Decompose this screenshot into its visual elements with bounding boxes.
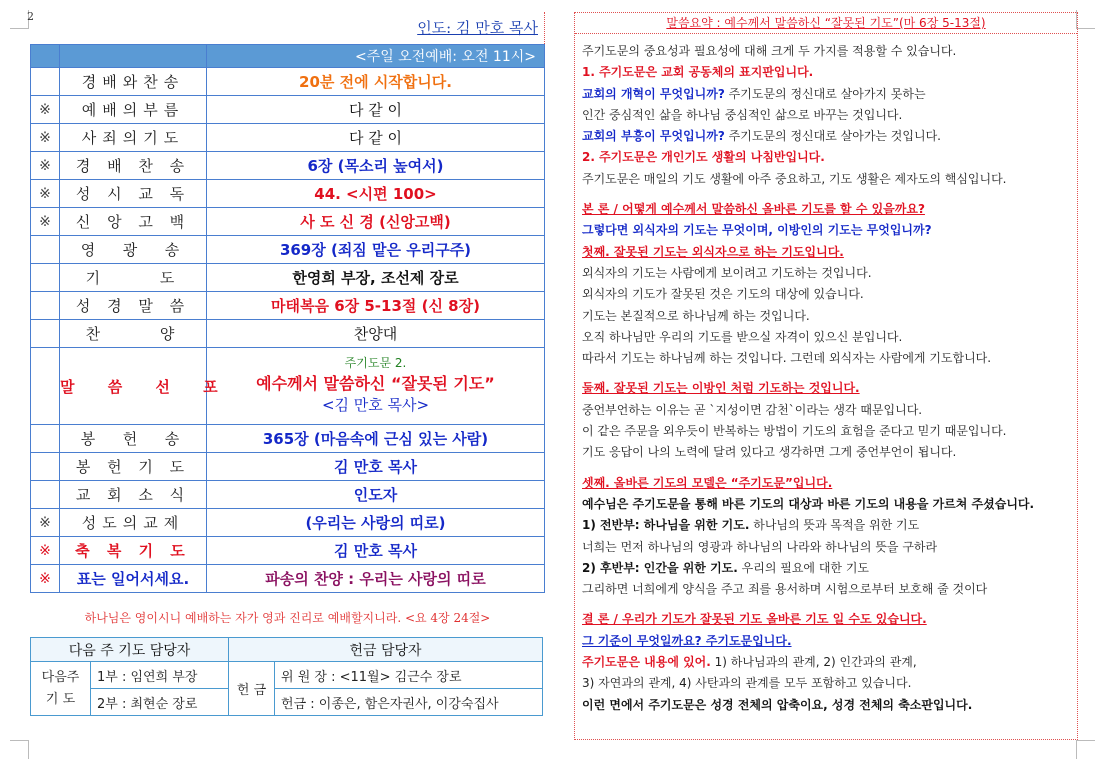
order-item-label: 예배의부름 [60, 96, 207, 124]
stand-mark: ※ [31, 124, 60, 152]
summary-heading: 2. 주기도문은 개인기도 생활의 나침반입니다. [582, 150, 825, 165]
stand-mark: ※ [31, 565, 60, 593]
summary-line [582, 306, 1076, 327]
order-item-label: 경 배 찬 송 [60, 152, 207, 180]
order-row [31, 236, 545, 264]
order-item-label: 성 경 말 씀 [60, 292, 207, 320]
order-item-content: 365장 (마음속에 근심 있는 사람) [207, 425, 545, 453]
summary-section-heading: 첫째. 잘못된 기도는 외식자으로 하는 기도입니다. [582, 244, 844, 259]
order-row [31, 320, 545, 348]
stand-mark: ※ [31, 509, 60, 537]
leader-name: 인도: 김 만호 목사 [417, 19, 538, 37]
offering-label: 헌 금 [229, 662, 275, 716]
stand-mark: ※ [31, 180, 60, 208]
next-week-prayer-label [31, 662, 91, 716]
order-item-content: 김 만호 목사 [207, 537, 545, 565]
order-item-content: 마태복음 6장 5-13절 (신 8장) [207, 292, 545, 320]
summary-line [582, 327, 1076, 348]
summary-question: 그 기준이 무엇일까요? 주기도문입니다. [582, 633, 792, 648]
summary-line [582, 220, 1076, 241]
summary-text: 기도 응답이 나의 노력에 달려 있다고 생각하면 그게 중언부언이 됩니다. [582, 445, 957, 460]
summary-line [582, 442, 1076, 463]
summary-text: 따라서 기도는 하나님께 하는 것입니다. 그런데 외식자는 사람에게 기도합니다. [582, 351, 992, 366]
summary-line [582, 105, 1076, 126]
order-item-label: 표는 일어서세요. [60, 565, 207, 593]
order-row [31, 264, 545, 292]
stand-mark: ※ [31, 208, 60, 236]
offering-duty-header: 헌금 담당자 [229, 638, 543, 662]
summary-line [582, 537, 1076, 558]
order-item-content: 다 같 이 [207, 124, 545, 152]
order-item-content: (우리는 사랑의 띠로) [207, 509, 545, 537]
summary-line [582, 673, 1076, 694]
stand-mark [31, 264, 60, 292]
summary-section-heading: 본 론 / 어떻게 예수께서 말씀하신 올바른 기도를 할 수 있을까요? [582, 202, 925, 217]
stand-mark [31, 425, 60, 453]
header-blank-mark [31, 45, 60, 68]
next-week-label-line1: 다음주 [41, 669, 80, 685]
order-row [31, 565, 545, 593]
summary-line [582, 126, 1076, 147]
order-item-label: 사죄의기도 [60, 124, 207, 152]
summary-body [582, 41, 1076, 716]
stand-mark [31, 68, 60, 96]
order-row [31, 453, 545, 481]
stand-mark [31, 292, 60, 320]
order-item-content: 김 만호 목사 [207, 453, 545, 481]
summary-line [582, 558, 1076, 579]
service-header: <주일 오전예배: 오전 11시> [207, 45, 545, 68]
crop-mark-top-right [1076, 10, 1095, 29]
order-item-label: 성 시 교 독 [60, 180, 207, 208]
summary-line [582, 515, 1076, 536]
order-row [31, 180, 545, 208]
summary-text: 그리하면 너희에게 양식을 주고 죄를 용서하며 시험으로부터 보호해 줄 것이다 [582, 582, 988, 597]
stand-mark: ※ [31, 537, 60, 565]
summary-text: 주기도문의 정신대로 살아가는 것입니다. [728, 129, 941, 144]
stand-mark [31, 453, 60, 481]
stand-mark [31, 236, 60, 264]
sermon-summary-panel [574, 12, 1078, 740]
summary-text: 3) 자연과의 관계, 4) 사탄과의 관계를 모두 포함하고 있습니다. [582, 676, 912, 691]
order-row [31, 425, 545, 453]
order-item-content: 20분 전에 시작합니다. [207, 68, 545, 96]
order-item-label: 말 씀 선 포 [60, 348, 207, 425]
order-item-content: 찬양대 [207, 320, 545, 348]
order-item-label: 신 앙 고 백 [60, 208, 207, 236]
order-item-content: 44. <시편 100> [207, 180, 545, 208]
summary-text: 우리의 필요에 대한 기도 [741, 560, 870, 575]
summary-question: 교회의 부흥이 무엇입니까? [582, 129, 725, 144]
stand-mark [31, 320, 60, 348]
order-item-label: 교 회 소 식 [60, 481, 207, 509]
summary-text: 외식자의 기도는 사람에게 보이려고 기도하는 것입니다. [582, 265, 872, 280]
order-item-label: 축 복 기 도 [60, 537, 207, 565]
order-item-content: 369장 (죄짐 맡은 우리구주) [207, 236, 545, 264]
summary-line [582, 284, 1076, 305]
summary-line [582, 400, 1076, 421]
summary-emphasis: 예수님은 주기도문을 통해 바른 기도의 대상과 바른 기도의 내용을 가르쳐 주셨습니다. [582, 496, 1035, 511]
summary-emphasis: 2) 후반부: 인간을 위한 기도. [582, 560, 738, 575]
summary-text: 주기도문의 정신대로 살아가지 못하는 [728, 86, 926, 101]
sermon-series: 주기도문 2. [344, 355, 407, 370]
order-item-content: 6장 (목소리 높여서) [207, 152, 545, 180]
summary-line [582, 695, 1076, 716]
order-row [31, 537, 545, 565]
order-item-content: 한영희 부장, 조선제 장로 [207, 264, 545, 292]
order-row [31, 292, 545, 320]
summary-section-heading: 결 론 / 우리가 기도가 잘못된 기도 올바른 기도 일 수도 있습니다. [582, 612, 927, 627]
prayer-duty-header: 다음 주 기도 담당자 [31, 638, 229, 662]
stand-mark: ※ [31, 96, 60, 124]
summary-question: 그렇다면 외식자의 기도는 무엇이며, 이방인의 기도는 무엇입니까? [582, 223, 932, 238]
summary-line [582, 609, 1076, 630]
order-row [31, 124, 545, 152]
order-row [31, 481, 545, 509]
summary-line [582, 579, 1076, 600]
order-item-label: 성도의교제 [60, 509, 207, 537]
worship-order-table [30, 44, 545, 593]
crop-mark-bottom-right [1076, 740, 1095, 759]
summary-text: 이 같은 주문을 외우듯이 반복하는 방법이 기도의 효험을 준다고 믿기 때문입니다. [582, 424, 1007, 439]
summary-text: 하나님의 뜻과 목적을 위한 기도 [753, 518, 920, 533]
summary-line [582, 147, 1076, 168]
order-row [31, 208, 545, 236]
order-row [31, 152, 545, 180]
worship-order-panel [30, 12, 545, 593]
order-item-label: 기 도 [60, 264, 207, 292]
stand-mark [31, 481, 60, 509]
summary-heading: 1. 주기도문은 교회 공동체의 표지판입니다. [582, 65, 814, 80]
page-number: 2 [27, 10, 34, 23]
summary-line [582, 84, 1076, 105]
summary-line [582, 348, 1076, 369]
leader-line [30, 12, 545, 44]
summary-line [582, 263, 1076, 284]
summary-question: 교회의 개혁이 무엇입니까? [582, 86, 725, 101]
order-row [31, 68, 545, 96]
order-item-label: 찬 양 [60, 320, 207, 348]
summary-title: 말씀요약 : 예수께서 말씀하신 “잘못된 기도”(마 6장 5-13절) [666, 16, 986, 30]
order-row [31, 348, 545, 425]
summary-emphasis: 이런 면에서 주기도문은 성경 전체의 압축이요, 성경 전체의 축소판입니다. [582, 697, 973, 712]
order-item-label: 영 광 송 [60, 236, 207, 264]
summary-line [582, 421, 1076, 442]
summary-line [582, 378, 1076, 399]
summary-text: 기도는 본질적으로 하나님께 하는 것입니다. [582, 308, 810, 323]
summary-line [582, 652, 1076, 673]
order-item-content: 사 도 신 경 (신앙고백) [207, 208, 545, 236]
prayer-service-2: 2부 : 최현순 장로 [91, 689, 229, 716]
summary-text: 중언부언하는 이유는 곧 `지성이면 감천`이라는 생각 때문입니다. [582, 402, 923, 417]
summary-text: 오직 하나님만 우리의 기도를 받으실 자격이 있으신 분입니다. [582, 329, 903, 344]
summary-line [582, 494, 1076, 515]
summary-text: 너희는 먼저 하나님의 영광과 하나님의 나라와 하나님의 뜻을 구하라 [582, 539, 938, 554]
summary-line [582, 41, 1076, 62]
summary-text: 주기도문은 매일의 기도 생활에 아주 중요하고, 기도 생활은 제자도의 핵심입니다. [582, 171, 1007, 186]
summary-text: 외식자의 기도가 잘못된 것은 기도의 대상에 있습니다. [582, 287, 864, 302]
sermon-title: 예수께서 말씀하신 “잘못된 기도” [256, 374, 495, 394]
offering-chair: 위 원 장 : <11월> 김근수 장로 [275, 662, 543, 689]
sermon-preacher: <김 만호 목사> [321, 396, 430, 415]
service-header-row [31, 45, 545, 68]
sermon-cell [207, 348, 545, 425]
next-week-label-line2: 기 도 [45, 691, 76, 707]
order-row [31, 509, 545, 537]
crop-mark-bottom-left [10, 740, 29, 759]
scripture-verse: 하나님은 영이시니 예배하는 자가 영과 진리로 예배할지니라. <요 4장 24절> [84, 611, 491, 625]
summary-text: 인간 중심적인 삶을 하나님 중심적인 삶으로 바꾸는 것입니다. [582, 107, 903, 122]
summary-line [582, 473, 1076, 494]
order-item-content: 인도자 [207, 481, 545, 509]
duty-row-2 [31, 689, 543, 716]
summary-text: 1) 하나님과의 관계, 2) 인간과의 관계, [714, 655, 917, 670]
order-item-label: 봉 헌 송 [60, 425, 207, 453]
duty-row-1 [31, 662, 543, 689]
stand-mark [31, 348, 60, 425]
order-row [31, 96, 545, 124]
order-item-label: 경배와찬송 [60, 68, 207, 96]
summary-title-bar [575, 13, 1077, 34]
offering-members: 헌금 : 이종은, 함은자권사, 이강숙집사 [275, 689, 543, 716]
prayer-service-1: 1부 : 임연희 부장 [91, 662, 229, 689]
summary-section-heading: 둘째. 잘못된 기도는 이방인 처럼 기도하는 것입니다. [582, 381, 860, 396]
summary-line [582, 631, 1076, 652]
summary-line [582, 62, 1076, 83]
order-item-label: 봉 헌 기 도 [60, 453, 207, 481]
duty-table [30, 637, 543, 716]
stand-mark: ※ [31, 152, 60, 180]
summary-line [582, 199, 1076, 220]
summary-section-heading: 셋째. 올바른 기도의 모델은 “주기도문”입니다. [582, 475, 833, 490]
duty-header-row [31, 638, 543, 662]
summary-line [582, 242, 1076, 263]
order-item-content: 다 같 이 [207, 96, 545, 124]
summary-text: 주기도문의 중요성과 필요성에 대해 크게 두 가지를 적용할 수 있습니다. [582, 44, 957, 58]
summary-line [582, 169, 1076, 190]
order-item-content: 파송의 찬양 : 우리는 사랑의 띠로 [207, 565, 545, 593]
header-blank-item [60, 45, 207, 68]
summary-emphasis: 주기도문은 내용에 있어. [582, 655, 711, 670]
summary-emphasis: 1) 전반부: 하나님을 위한 기도. [582, 518, 750, 533]
